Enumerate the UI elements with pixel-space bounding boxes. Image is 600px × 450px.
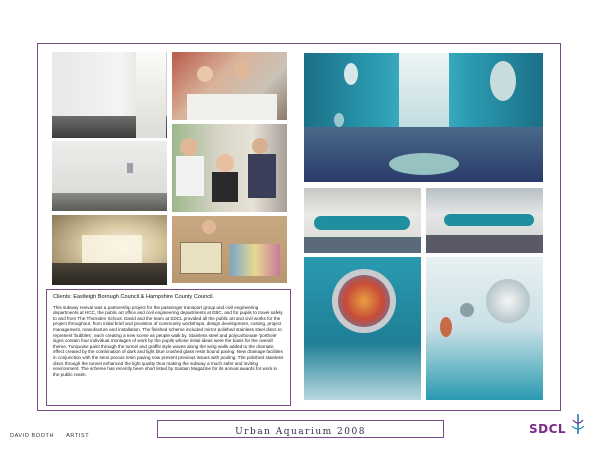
- photo-artwork-display: [172, 216, 287, 283]
- photo-workshop-kids: [172, 52, 287, 120]
- project-description: This subway revival was a partnership project for the passenger transport group and civil engineering departments at HCC, the public art office and civil engineering departments at EBC, and for pupils to travel safely to and from The Thornden School. David and the team at SDCL provided all the public art and civil works for the project throughout, from initial brief and provision of community workshops, design development, costing, project management, manufacture and installation. The finished scheme included mirror polished stainless steel discs to represent 'bubbles', each creating a new scene as people walk by. Stainless steel and polycarbonate 'porthole' signs contain four individual montages of work by the pupils whose initial ideas were the basis for the overall theme. Turquoise paint through the tunnel and graffiti style waves along the wing walls added to the dramatic effect created by the combination of dark and light blue crushed glass resin bound paving. New drainage facilities in conjunction with the semi porous resin paving now prevent previous issues with pooling. The polished stainless discs through the tunnel enhanced the light quality thus making the subway a much safer and inviting environment. The scheme has recently been short listed by Sustain Magazine for its annual awards for work in the public realm.: [53, 304, 284, 377]
- photo-mirror-discs: [426, 257, 543, 400]
- photo-tunnel-lit: [52, 215, 167, 285]
- sdcl-logo: [529, 422, 566, 436]
- description-box: [46, 289, 291, 406]
- logo-text: SDCL: [529, 422, 567, 436]
- artist-credit: [10, 433, 101, 439]
- photo-wave-wall-2: [426, 188, 543, 253]
- photo-wall-before: [52, 141, 167, 211]
- logo-emblem-icon: [569, 412, 587, 436]
- photo-workshop-adults: [172, 124, 287, 212]
- poster-title: Urban Aquarium 2008: [235, 427, 366, 437]
- photo-porthole-sign: [304, 257, 421, 400]
- photo-tunnel-after: [304, 53, 543, 182]
- clients-line: Clients: Eastleigh Borough Council & Hampshire County Council.: [53, 294, 215, 300]
- photo-tunnel-before: [52, 52, 167, 138]
- photo-wave-wall-1: [304, 188, 421, 253]
- artist-name: DAVID BOOTH: [10, 433, 55, 439]
- title-box: [157, 420, 444, 438]
- artist-role: ARTIST: [66, 433, 90, 439]
